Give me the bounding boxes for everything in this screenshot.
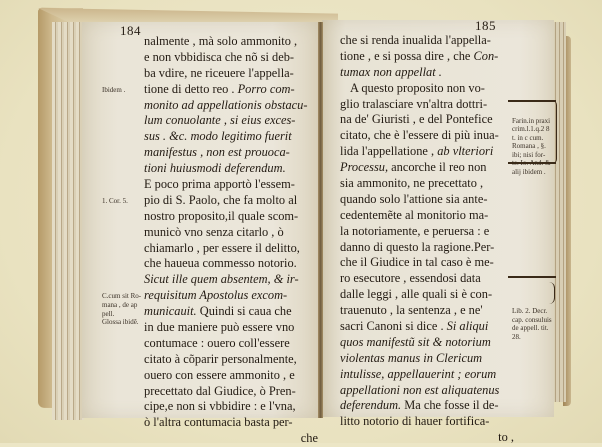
text-line: che il Giudice in tal caso è me- [340, 255, 494, 270]
text-line: nostro proposito,il quale scom- [144, 208, 299, 223]
text-line: ro esecutore , essendosi data [340, 271, 481, 286]
margin-bracket-icon-2 [548, 282, 555, 304]
left-page-text [144, 34, 318, 447]
text-line: nalmente , mà solo ammonito , [144, 34, 298, 48]
text-line: quando solo l'attione sia ante- [340, 191, 488, 206]
text-line: na de' Giuristi , e del Pontefice [340, 112, 493, 127]
text-line: quos manifestũ sit & notorium [340, 334, 491, 349]
text-line-italic-tail: Con- [470, 48, 499, 63]
marginal-note: Ibidem . [102, 85, 126, 94]
text-line: ouero con essere ammonito , e [144, 367, 295, 382]
text-line: in due maniere può essere vno [144, 320, 295, 335]
text-line: municò vno senza citarlo , ò [144, 224, 284, 239]
text-line-roman-tail: ancorche il reo non [388, 160, 487, 175]
text-line: ba vdire, ne riceuere l'appella- [144, 65, 294, 80]
text-line-italic-tail: ab vlteriori [434, 144, 494, 159]
text-line: chiamarlo , per essere il delitto, [144, 240, 300, 255]
text-line: glio tralasciare vn'altra dottri- [340, 96, 488, 111]
text-line: che si renda inualida l'appella- [340, 33, 491, 47]
text-line: cipe,e non si vbbidire : e l'vna, [144, 399, 296, 414]
text-line: pio di S. Paolo, che fa molto al [144, 192, 298, 207]
text-line: tioni huiusmodi deferendum. [144, 161, 286, 176]
text-line: ò l'altra contumacia basta per- [144, 415, 293, 430]
text-line: tumax non appellat . [340, 64, 442, 79]
text-line: intulisse, appellauerint ; eorum [340, 366, 497, 381]
text-line: citato, che è l'essere di più inua- [340, 128, 499, 143]
margin-rule-top-2 [508, 276, 556, 278]
page-edges-left [52, 22, 84, 420]
text-line-italic-tail: Si aliqui [443, 319, 489, 334]
catchword: che [300, 431, 318, 446]
text-line: tione di detto reo . Porro com- [144, 81, 295, 96]
text-line: dalle leggi , alle quali si è con- [340, 287, 493, 302]
text-line: requisitum Apostolus excom- [144, 288, 288, 303]
right-page-text [340, 33, 514, 446]
text-line: trauenuto , la sentenza , e ne' [340, 303, 483, 318]
margin-bracket-icon [552, 100, 557, 164]
text-line: sia ammonito, ne precettato , [340, 176, 484, 191]
text-line-roman-tail: Quindi si caua che [196, 304, 292, 319]
text-line: violentas manus in Clericum [340, 350, 483, 365]
left-page-number: 184 [120, 23, 141, 38]
text-line: lum conuolante , si eius exces- [144, 113, 296, 128]
text-line: deferendum. Ma che fosse il de- [340, 398, 499, 413]
margin-rule-bottom [508, 162, 556, 164]
marginal-note: Farin.in praxi crim.l.1.q.2 8 t. in c cum. Romana , §. ibi; nisi for- alij ibidem . [512, 116, 551, 177]
text-line-roman-tail: Ma che fosse il de- [401, 398, 499, 413]
text-line: sacri Canoni si dice . Si aliqui [340, 319, 489, 334]
text-line: precettato dal Giudice, ò Pren- [144, 383, 296, 398]
text-line: lida l'appellatione , ab vlteriori [340, 144, 494, 159]
text-line: E poco prima apportò l'essem- [144, 177, 295, 192]
text-line: litto notorio di hauer fortifica- [340, 414, 490, 429]
page-edges-right [552, 22, 566, 402]
text-line: e non vbbidisca che nõ si deb- [144, 49, 295, 64]
text-line: Processu, ancorche il reo non [340, 160, 487, 175]
text-line: appellationi non est aliquatenus [340, 382, 500, 397]
text-line: danno di questo la ragione.Per- [340, 239, 495, 254]
marginal-note: 1. Cor. 5. [102, 197, 128, 205]
text-line: la notoriamente, e peruersa : e [340, 223, 490, 238]
book-gutter [318, 22, 323, 418]
marginal-note: Lib. 2. Decr. cap. consuluis de appell. tit. 28. [512, 307, 552, 342]
text-line: che haueua commesso notorio. [144, 256, 297, 271]
text-line: tione , e si possa dire , che Con- [340, 48, 499, 63]
text-line: citato à cõparir personalmente, [144, 351, 297, 366]
text-line-italic-tail: Porro com- [234, 81, 295, 96]
text-line: sus . &c. modo legitimo fuerit [144, 129, 292, 144]
margin-rule-top [508, 100, 556, 102]
text-line: municauit. Quindi si caua che [144, 304, 292, 319]
text-line: monito ad appellationis obstacu- [144, 97, 308, 112]
marginal-note: C.cum sit Ro- mana , de ap pell. Glossa ibidẽ. [102, 292, 142, 327]
text-line: Sicut ille quem absentem, & ir- [144, 272, 299, 287]
text-line: contumace : ouero coll'essere [144, 335, 290, 350]
right-page-number: 185 [475, 18, 496, 33]
text-line: A questo proposito non vo- [350, 80, 485, 95]
text-line: cedentemẽte al monitorio ma- [340, 207, 489, 222]
text-line: manifestus , non est prouoca- [144, 145, 290, 160]
catchword: to , [498, 430, 514, 445]
